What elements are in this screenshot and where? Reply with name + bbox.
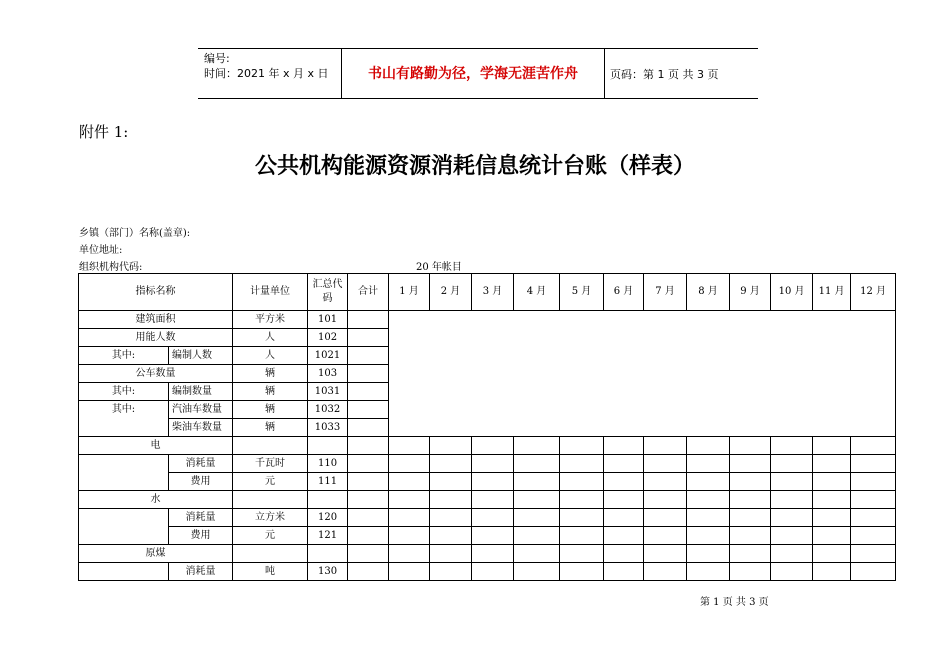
- total-cell[interactable]: [348, 365, 389, 383]
- row-code: 120: [308, 509, 348, 527]
- table-row: [79, 437, 896, 455]
- row-name: 消耗量: [169, 563, 233, 581]
- row-code: 1032: [308, 401, 348, 419]
- row-unit: 吨: [233, 563, 308, 581]
- table-header-row: [79, 274, 896, 311]
- address-field: 单位地址:: [79, 245, 123, 256]
- row-code: 102: [308, 329, 348, 347]
- page-footer: 第 1 页 共 3 页: [700, 597, 769, 608]
- row-prefix: 其中:: [79, 347, 169, 365]
- total-cell[interactable]: [348, 419, 389, 437]
- row-name: 柴油车数量: [169, 419, 233, 437]
- row-unit: 辆: [233, 383, 308, 401]
- row-code: 111: [308, 473, 348, 491]
- township-field: 乡镇（部门）名称(盖章):: [79, 228, 191, 239]
- row-unit: 立方米: [233, 509, 308, 527]
- total-cell[interactable]: [348, 311, 389, 329]
- row-name: 公车数量: [79, 365, 233, 383]
- row-name: 消耗量: [169, 455, 233, 473]
- col-header-total: 合计: [348, 274, 389, 311]
- row-name: 用能人数: [79, 329, 233, 347]
- row-name: 汽油车数量: [169, 401, 233, 419]
- header-divider: [604, 49, 605, 98]
- row-prefix: 其中:: [79, 401, 169, 437]
- row-code: 1033: [308, 419, 348, 437]
- row-code: 121: [308, 527, 348, 545]
- header-motto: 书山有路勤为径，学海无涯苦作舟: [368, 66, 578, 82]
- row-name: 编制人数: [169, 347, 233, 365]
- row-unit: 辆: [233, 401, 308, 419]
- row-code: 103: [308, 365, 348, 383]
- section-name: 原煤: [79, 545, 233, 563]
- section-name: 水: [79, 491, 233, 509]
- row-name: 建筑面积: [79, 311, 233, 329]
- row-unit: 元: [233, 527, 308, 545]
- col-header-month: 6 月: [604, 274, 644, 311]
- table-row: [79, 455, 896, 473]
- total-cell[interactable]: [348, 347, 389, 365]
- table-row: [79, 473, 896, 491]
- row-name: 消耗量: [169, 509, 233, 527]
- table-row: [79, 491, 896, 509]
- header-meta: [204, 51, 329, 81]
- total-cell[interactable]: [348, 401, 389, 419]
- col-header-month: 9 月: [730, 274, 771, 311]
- monthly-blank-area: [389, 311, 896, 437]
- total-cell[interactable]: [348, 383, 389, 401]
- table-row: [79, 527, 896, 545]
- row-unit: 元: [233, 473, 308, 491]
- row-unit: 千瓦时: [233, 455, 308, 473]
- year-field: 20 年帐目: [416, 262, 462, 273]
- row-name: 编制数量: [169, 383, 233, 401]
- col-header-month: 2 月: [430, 274, 472, 311]
- document-header: [198, 48, 758, 99]
- row-code: 1031: [308, 383, 348, 401]
- col-header-month: 1 月: [389, 274, 430, 311]
- row-code: 110: [308, 455, 348, 473]
- row-prefix: 其中:: [79, 383, 169, 401]
- document-number: 编号:: [204, 52, 230, 65]
- col-header-month: 12 月: [851, 274, 896, 311]
- col-header-code: 汇总代码: [308, 274, 348, 311]
- org-code-field: 组织机构代码:: [79, 262, 143, 273]
- table-row: [79, 563, 896, 581]
- total-cell[interactable]: [348, 329, 389, 347]
- row-unit: 人: [233, 347, 308, 365]
- row-name: 费用: [169, 473, 233, 491]
- table-row: [79, 509, 896, 527]
- row-unit: 辆: [233, 365, 308, 383]
- header-page-number: 页码：第 1 页 共 3 页: [610, 68, 719, 81]
- col-header-month: 11 月: [813, 274, 851, 311]
- col-header-month: 7 月: [644, 274, 687, 311]
- row-code: 101: [308, 311, 348, 329]
- ledger-table: [78, 273, 896, 581]
- page-title: 公共机构能源资源消耗信息统计台账（样表）: [254, 154, 695, 179]
- col-header-month: 8 月: [687, 274, 730, 311]
- row-unit: 平方米: [233, 311, 308, 329]
- col-header-month: 3 月: [472, 274, 514, 311]
- table-row: [79, 545, 896, 563]
- col-header-indicator: 指标名称: [79, 274, 233, 311]
- table-row: [79, 311, 896, 329]
- row-unit: 人: [233, 329, 308, 347]
- row-code: 130: [308, 563, 348, 581]
- col-header-month: 4 月: [514, 274, 560, 311]
- document-date: 时间：2021 年 x 月 x 日: [204, 67, 329, 80]
- col-header-month: 10 月: [771, 274, 813, 311]
- section-name: 电: [79, 437, 233, 455]
- row-name: 费用: [169, 527, 233, 545]
- col-header-unit: 计量单位: [233, 274, 308, 311]
- row-unit: 辆: [233, 419, 308, 437]
- row-code: 1021: [308, 347, 348, 365]
- annex-label: 附件 1:: [79, 123, 129, 141]
- col-header-month: 5 月: [560, 274, 604, 311]
